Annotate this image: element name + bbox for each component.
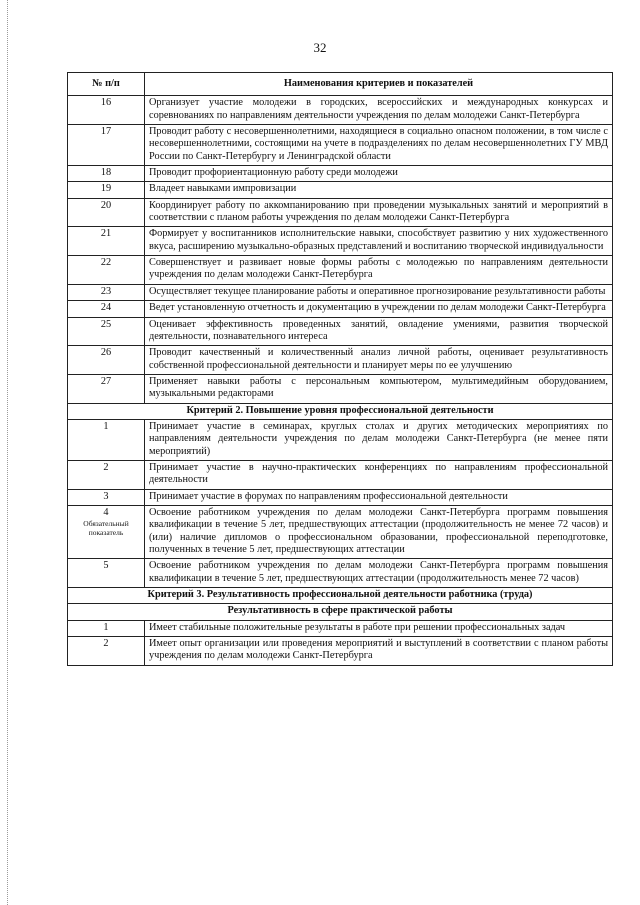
row-text: Принимает участие в форумах по направлениям профессиональной деятельности	[145, 489, 613, 505]
row-text: Оценивает эффективность проведенных занятий, овладение умениями, развития творческой деятельности, познавательного интереса	[145, 317, 613, 346]
row-number: 22	[68, 256, 145, 285]
table-row	[68, 489, 613, 505]
row-number: 16	[68, 96, 145, 125]
table-row	[68, 96, 613, 125]
section-row	[68, 604, 613, 620]
row-number: 2	[68, 637, 145, 666]
table-row	[68, 505, 613, 558]
row-text: Имеет стабильные положительные результаты в работе при решении профессиональных задач	[145, 620, 613, 636]
table-row	[68, 620, 613, 636]
row-text: Совершенствует и развивает новые формы работы с молодежью по направлениям деятельности учреждения по делам молодежи Санкт-Петербурга	[145, 256, 613, 285]
table-row	[68, 346, 613, 375]
section-title-criterion-2: Критерий 2. Повышение уровня профессиональной деятельности	[68, 403, 613, 419]
table-row	[68, 227, 613, 256]
table-row	[68, 256, 613, 285]
table-row	[68, 182, 613, 198]
scan-edge-line	[7, 0, 8, 905]
row-text: Имеет опыт организации или проведения мероприятий и выступлений в соответствии с планом работы учреждения по делам молодежи Санкт-Петербурга	[145, 637, 613, 666]
row-number: 17	[68, 125, 145, 166]
section-row	[68, 588, 613, 604]
row-number: 18	[68, 166, 145, 182]
table-row	[68, 301, 613, 317]
row-text: Владеет навыками импровизации	[145, 182, 613, 198]
table-row	[68, 284, 613, 300]
row-number: 25	[68, 317, 145, 346]
table-row	[68, 460, 613, 489]
row-number-cell	[68, 505, 145, 558]
row-number: 2	[68, 460, 145, 489]
row-number: 21	[68, 227, 145, 256]
row-text: Организует участие молодежи в городских, всероссийских и международных конкурсах и соревнованиях по направлениям деятельности учреждения по делам молодежи Санкт-Петербурга	[145, 96, 613, 125]
header-num: № п/п	[68, 73, 145, 96]
row-number: 26	[68, 346, 145, 375]
row-number: 1	[68, 620, 145, 636]
row-text: Проводит работу с несовершеннолетними, находящиеся в социально опасном положении, в том числе с несовершеннолетними, состоящими на учете в подразделениях по делам несовершеннолетних ГУ МВД России по Санкт-Петербургу и Ленинградской области	[145, 125, 613, 166]
row-number: 19	[68, 182, 145, 198]
table-row	[68, 166, 613, 182]
table-header-row	[68, 73, 613, 96]
page-number: 32	[313, 40, 327, 55]
row-text: Ведет установленную отчетность и документацию в учреждении по делам молодежи Санкт-Петербурга	[145, 301, 613, 317]
table-row	[68, 198, 613, 227]
row-number: 3	[68, 489, 145, 505]
row-number: 4	[103, 506, 109, 518]
table-row	[68, 374, 613, 403]
table-row	[68, 559, 613, 588]
criteria-table	[67, 72, 613, 666]
row-text: Освоение работником учреждения по делам молодежи Санкт-Петербурга программ повышения квалификации в течение 5 лет, предшествующих аттестации (продолжительность менее 72 часов)	[145, 559, 613, 588]
section-subtitle-practical-work: Результативность в сфере практической работы	[68, 604, 613, 620]
row-text: Освоение работником учреждения по делам молодежи Санкт-Петербурга программ повышения квалификации в течение 5 лет, предшествующих аттестации (продолжительность не менее 72 часов) и (или) наличие дипломов о профессиональном образовании, профессиональной переподготовке, полученных в течение 5 лет, предшествующих аттестации	[145, 505, 613, 558]
section-row	[68, 403, 613, 419]
table-row	[68, 637, 613, 666]
header-title: Наименования критериев и показателей	[145, 73, 613, 96]
section-title-criterion-3: Критерий 3. Результативность профессиональной деятельности работника (труда)	[68, 588, 613, 604]
row-text: Проводит профориентационную работу среди молодежи	[145, 166, 613, 182]
row-text: Координирует работу по аккомпанированию при проведении музыкальных занятий и мероприятий в соответствии с планом работы учреждения по делам молодежи Санкт-Петербурга	[145, 198, 613, 227]
row-number: 27	[68, 374, 145, 403]
mandatory-indicator-note: Обязательный показатель	[83, 519, 129, 537]
table-row	[68, 125, 613, 166]
row-number: 24	[68, 301, 145, 317]
row-text: Применяет навыки работы с персональным компьютером, мультимедийным оборудованием, музыкальными редакторами	[145, 374, 613, 403]
row-number: 5	[68, 559, 145, 588]
row-number: 20	[68, 198, 145, 227]
row-text: Осуществляет текущее планирование работы и оперативное прогнозирование результативности работы	[145, 284, 613, 300]
row-text: Принимает участие в научно-практических конференциях по направлениям профессиональной деятельности	[145, 460, 613, 489]
table-row	[68, 419, 613, 460]
table-row	[68, 317, 613, 346]
row-text: Формирует у воспитанников исполнительские навыки, способствует развитию у них художественного вкуса, расширению музыкально-образных представлений и воспитанию творческой индивидуальности	[145, 227, 613, 256]
row-text: Принимает участие в семинарах, круглых столах и других методических мероприятиях по направлениям деятельности учреждения по делам молодежи Санкт-Петербурга (не менее пяти мероприятий)	[145, 419, 613, 460]
row-number: 23	[68, 284, 145, 300]
row-number: 1	[68, 419, 145, 460]
row-text: Проводит качественный и количественный анализ личной работы, оценивает результативность собственной профессиональной деятельности и планирует меры по ее улучшению	[145, 346, 613, 375]
